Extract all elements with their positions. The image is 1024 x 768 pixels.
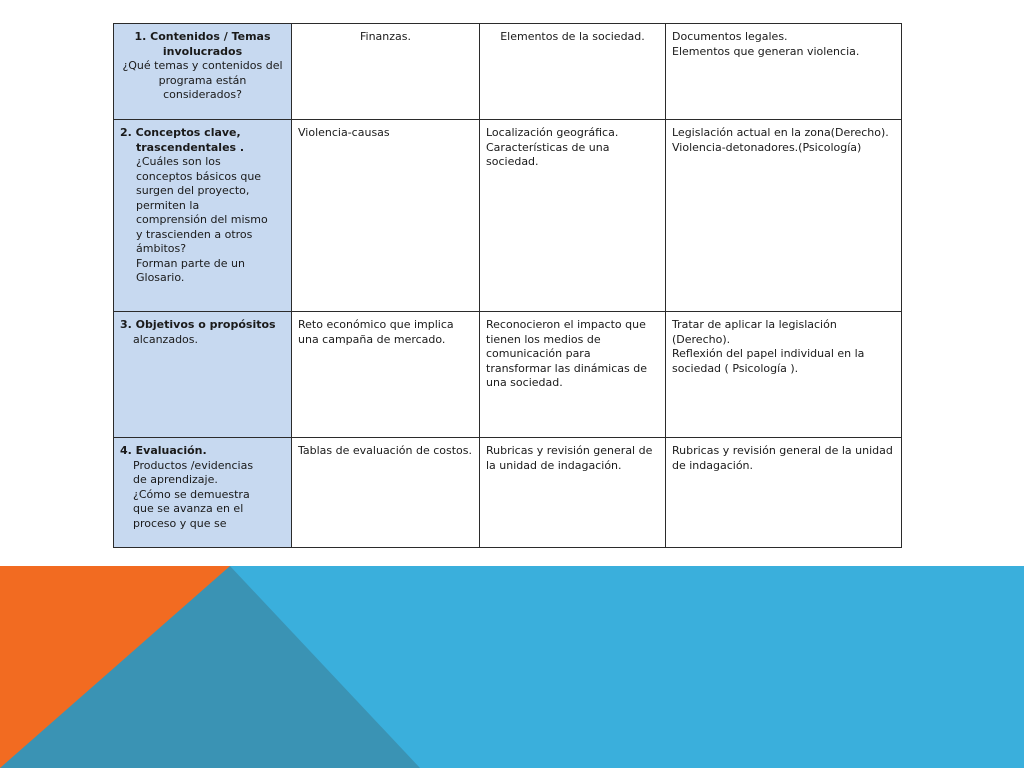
row-header-body: ¿Cuáles son los: [136, 155, 221, 169]
row-header-body: surgen del proyecto,: [136, 184, 250, 198]
table-cell: [480, 24, 666, 120]
table-cell: [666, 24, 902, 120]
table-cell: [292, 312, 480, 438]
table-cell: [666, 120, 902, 312]
table-cell: [666, 312, 902, 438]
cell-text: Finanzas.: [359, 30, 411, 43]
row-header-body: Glosario.: [136, 271, 185, 285]
cell-text: Elementos que generan violencia.: [672, 44, 860, 58]
cell-text: Violencia-detonadores.(Psicología): [672, 140, 862, 154]
row-header-title: trascendentales .: [136, 140, 245, 154]
row-header-body: y trascienden a otros: [136, 227, 253, 241]
cell-text: Tablas de evaluación de costos.: [298, 444, 473, 457]
row-header-objetivos: [114, 312, 292, 438]
cell-text: Reflexión del papel individual en la sociedad ( Psicología ).: [672, 347, 865, 375]
table-row: [114, 312, 902, 438]
table-cell: [292, 438, 480, 548]
cell-text: Tratar de aplicar la legislación (Derecho).: [672, 318, 837, 346]
row-header-title: 4. Evaluación.: [120, 444, 207, 457]
row-header-conceptos: [114, 120, 292, 312]
row-header-body: ámbitos?: [136, 242, 187, 256]
table-row: [114, 438, 902, 548]
content-table: [113, 23, 902, 548]
table-cell: [292, 24, 480, 120]
footer-shapes: [0, 566, 1024, 768]
row-header-body: ¿Cómo se demuestra: [133, 487, 250, 501]
table-cell: [292, 120, 480, 312]
cell-text: Rubricas y revisión general de la unidad de indagación.: [672, 444, 893, 472]
row-header-body: de aprendizaje.: [133, 473, 218, 487]
table-row: [114, 24, 902, 120]
row-header-title: 3. Objetivos o propósitos: [120, 318, 276, 331]
cell-text: Características de una sociedad.: [486, 140, 610, 169]
table-cell: [480, 120, 666, 312]
cell-text: Violencia-causas: [298, 126, 390, 139]
row-header-body: alcanzados.: [133, 332, 199, 346]
cell-text: Documentos legales.: [672, 30, 788, 43]
table-cell: [480, 312, 666, 438]
table-cell: [666, 438, 902, 548]
row-header-body: proceso y que se: [133, 516, 227, 530]
row-header-body: que se avanza en el: [133, 502, 244, 516]
cell-text: Elementos de la sociedad.: [500, 30, 645, 43]
row-header-body: comprensión del mismo: [136, 213, 268, 227]
cell-text: Reconocieron el impacto que tienen los medios de comunicación para transformar las dinámicas de una sociedad.: [486, 318, 647, 390]
row-header-title: 2. Conceptos clave,: [120, 126, 241, 139]
row-header-body: Productos /evidencias: [133, 458, 254, 472]
cell-text: Rubricas y revisión general de la unidad de indagación.: [486, 444, 653, 472]
cell-text: Legislación actual en la zona(Derecho).: [672, 126, 889, 139]
row-header-title: 1. Contenidos / Temas: [134, 30, 271, 43]
table-cell: [480, 438, 666, 548]
row-header-evaluacion: [114, 438, 292, 548]
row-header-contenidos: [114, 24, 292, 120]
table-row: [114, 120, 902, 312]
cell-text: Reto económico que implica una campaña de mercado.: [298, 318, 454, 346]
row-header-body: conceptos básicos que: [136, 169, 262, 183]
row-header-body: permiten la: [136, 198, 200, 212]
decorative-footer-band: [0, 566, 1024, 768]
cell-text: Localización geográfica.: [486, 126, 619, 139]
row-header-title: involucrados: [162, 44, 243, 58]
row-header-body: ¿Qué temas y contenidos del programa están considerados?: [122, 59, 283, 102]
row-header-body: Forman parte de un: [136, 256, 245, 270]
